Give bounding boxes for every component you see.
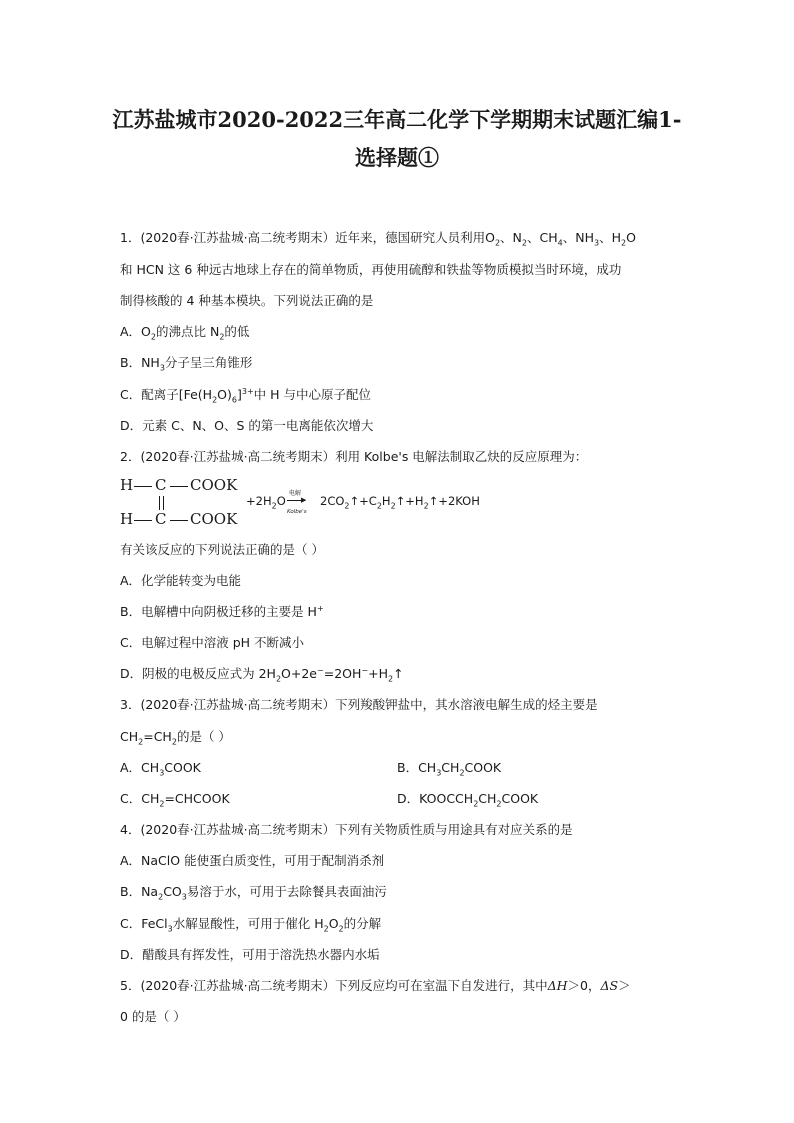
struct-bond xyxy=(170,520,188,521)
maleate-structure-diagram xyxy=(120,474,250,530)
q3-stem: 3．(2020春·江苏盐城·高二统考期末）下列羧酸钾盐中，其水溶液电解生成的烃主要是 xyxy=(120,697,598,712)
q1-option-c: C．配离子$[Fe(H_2O)_6]^{3+}$中 H 与中心原子配位 xyxy=(120,386,372,405)
q1-stem-line2: 和 HCN 这 6 种远古地球上存在的简单物质，再使用硫醇和铁盐等物质模拟当时环境，成功 xyxy=(120,262,622,277)
q3-option-a: A．$CH_3COOK$ xyxy=(120,760,201,778)
q3-option-b: B．$CH_3CH_2COOK$ xyxy=(397,760,502,778)
reaction-arrow xyxy=(285,488,311,518)
q2-ask: 有关该反应的下列说法正确的是（ ） xyxy=(120,542,324,557)
q1-option-d: D．元素 C、N、O、S 的第一电离能依次增大 xyxy=(120,418,374,433)
reaction-products: $2CO_2↑+C_2H_2↑+H_2↑+2KOH$ xyxy=(320,494,480,511)
q3-stem-line2: $CH_2=CH_2$的是（ ） xyxy=(120,729,231,747)
struct-bond xyxy=(134,486,152,487)
q3-option-c: C．$CH_2=CHCOOK$ xyxy=(120,791,230,809)
q2-option-c: C．电解过程中溶液 pH 不断减小 xyxy=(120,635,305,650)
q5-stem: 5．(2020春·江苏盐城·高二统考期末）下列反应均可在室温下自发进行，其中ΔH＞0，ΔS＞ xyxy=(120,978,631,993)
struct-bond xyxy=(134,520,152,521)
struct-c-bottom: C xyxy=(155,510,167,528)
struct-h-top: H xyxy=(120,476,134,494)
q3-option-d: D．$KOOCCH_2CH_2COOK$ xyxy=(397,791,539,809)
q4-option-b: B．$Na_2CO_3$易溶于水，可用于去除餐具表面油污 xyxy=(120,884,387,902)
page-title-line2: 选择题① xyxy=(355,145,439,170)
arrow-head-icon: ▶ xyxy=(301,496,307,504)
q1-stem-line1: 1．(2020春·江苏盐城·高二统考期末）近年来，德国研究人员利用$O_2$、$N_2$、$CH_4$、$NH_3$、$H_2O$ xyxy=(120,230,636,248)
q2-option-b: B．电解槽中向阴极迁移的主要是 H+ xyxy=(120,603,324,619)
arrow-condition-top: 电解 xyxy=(289,490,302,497)
arrow-condition-bottom: Kolbe's xyxy=(287,509,307,515)
q4-stem: 4．(2020春·江苏盐城·高二统考期末）下列有关物质性质与用途具有对应关系的是 xyxy=(120,822,573,837)
struct-cook-top: COOK xyxy=(190,476,238,494)
q1-option-b: B．$NH_3$分子呈三角锥形 xyxy=(120,355,253,373)
q1-option-a: A．$O_2$的沸点比 $N_2$的低 xyxy=(120,324,250,342)
q1-stem-line3: 制得核酸的 4 种基本模块。下列说法正确的是 xyxy=(120,293,374,308)
q4-option-c: C．FeCl$_3$水解显酸性，可用于催化 $H_2O_2$的分解 xyxy=(120,916,382,934)
q4-option-d: D．醋酸具有挥发性，可用于溶洗热水器内水垢 xyxy=(120,947,380,962)
q2-option-a: A．化学能转变为电能 xyxy=(120,573,242,588)
struct-double-bond xyxy=(159,496,160,510)
struct-cook-bottom: COOK xyxy=(190,510,238,528)
q2-option-d: D．阴极的电极反应式为 $2H_2O+2e^-=2OH^-+H_2↑$ xyxy=(120,665,404,684)
q2-stem: 2．(2020春·江苏盐城·高二统考期末）利用 Kolbe's 电解法制取乙炔的反应原理为： xyxy=(120,449,588,464)
struct-double-bond xyxy=(163,496,164,510)
struct-bond xyxy=(170,486,188,487)
struct-c-top: C xyxy=(155,476,167,494)
page-title-line1: 江苏盐城市2020-2022三年高二化学下学期期末试题汇编1- xyxy=(112,107,682,132)
q5-stem-line2: 0 的是（ ） xyxy=(120,1009,186,1024)
q4-option-a: A．NaClO 能使蛋白质变性，可用于配制消杀剂 xyxy=(120,853,385,868)
reaction-reactant: $+2H_2O$ xyxy=(246,494,286,511)
struct-h-bottom: H xyxy=(120,510,134,528)
